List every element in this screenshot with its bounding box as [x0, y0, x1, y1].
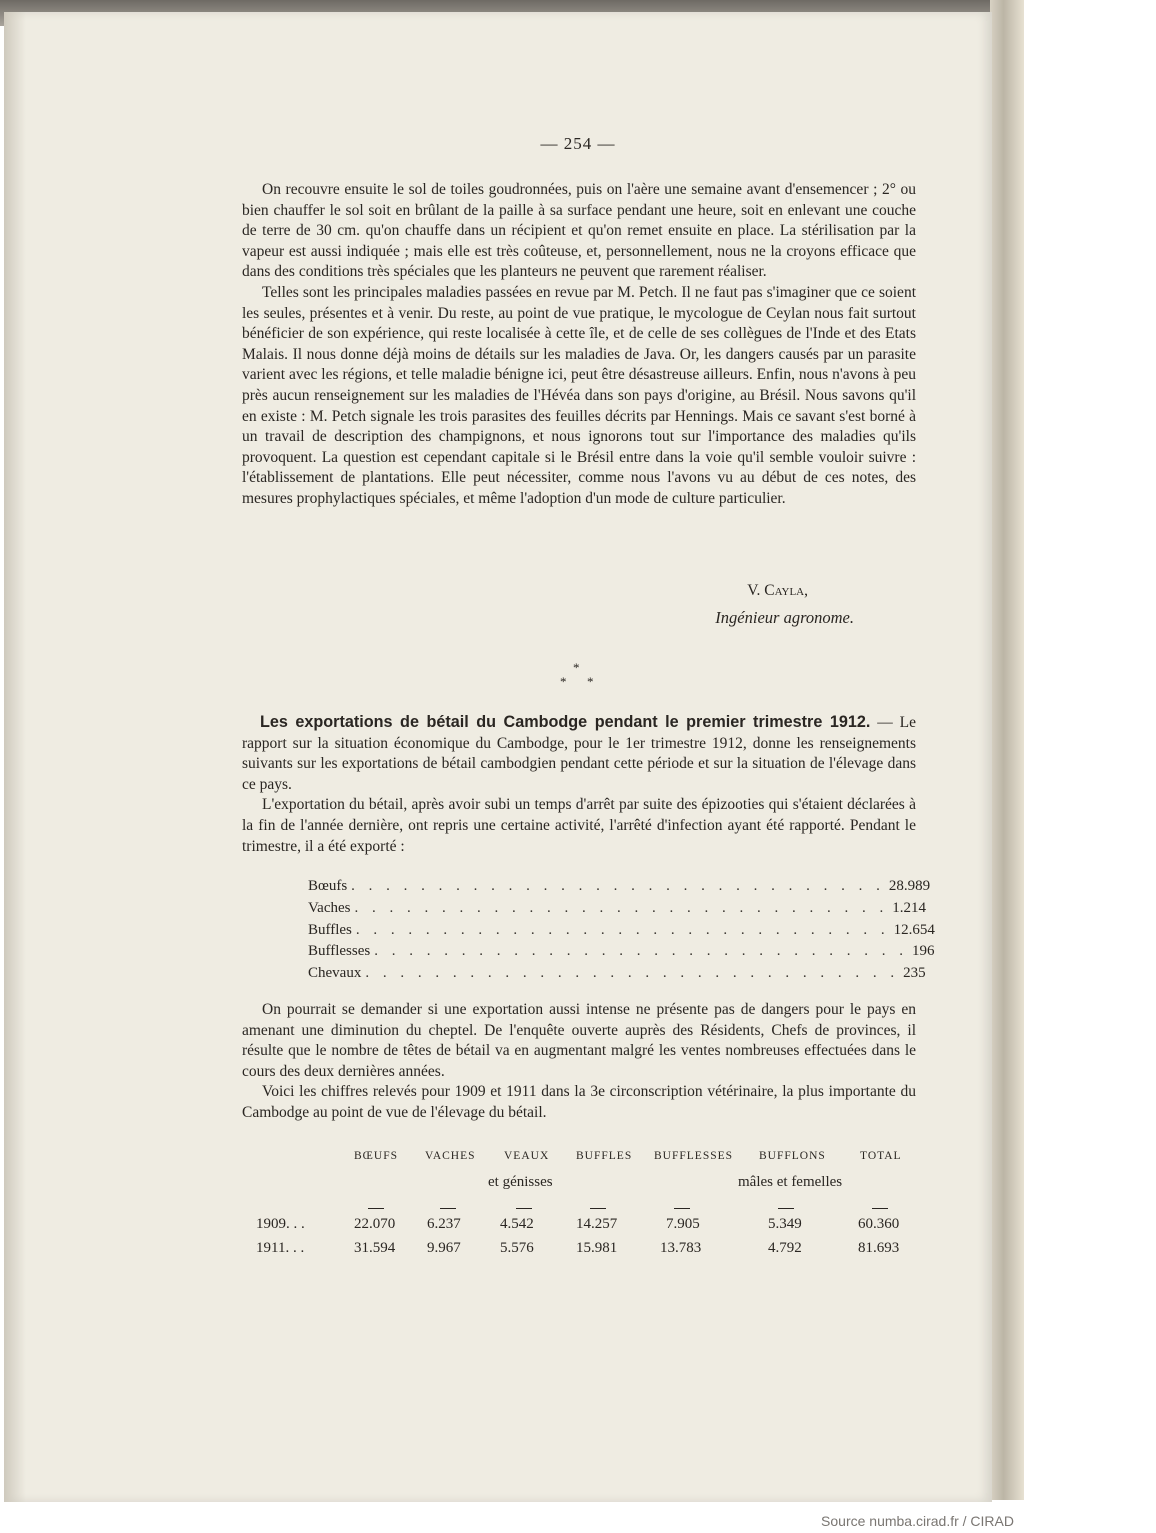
exports-row — [308, 943, 935, 965]
leader-dots: . . . . . . . . . . . . . . . . . . . . . . . . . . . . . . . — [374, 943, 908, 960]
census-col-header: VEAUX — [504, 1150, 550, 1162]
article-cheptel — [242, 1000, 916, 1124]
exports-row — [308, 899, 926, 922]
article-continuation — [242, 180, 916, 510]
paragraph-exportation: L'exportation du bétail, après avoir subi un temps d'arrêt par suite des épizooties qui s'étaient déclarées à la fin de l'année dernière, ont repris une certaine activité, l'arrêté d'infection ayant été rapporté. Pendant le trimestre, il a été exporté : — [242, 796, 916, 855]
census-sub-label: mâles et femelles — [738, 1174, 843, 1190]
exports-label: Chevaux — [308, 965, 362, 982]
census-col-header: TOTAL — [860, 1150, 902, 1162]
signature-title: Ingénieur agronome. — [715, 608, 854, 627]
page-number: — 254 — — [540, 134, 616, 153]
column-rule — [516, 1208, 532, 1209]
exports-list — [308, 878, 935, 987]
paragraph-petch-review: Telles sont les principales maladies passées en revue par M. Petch. Il ne faut pas s'imaginer que ce soient les seules, présentes et à venir. Du reste, au point de vue pratique, le mycologue de Ceylan nous fait surtout bénéficier de son expérience, qui reste localisée à cette île, et de celle de ses collègues de l'Inde et des Etats Malais. Il nous donne déjà moins de détails sur les maladies de Java. Or, les dangers causés par un parasite varient avec les régions, et telle maladie bénigne ici, peut être désastreuse ailleurs. Enfin, nous n'avons à peu près aucun renseignement sur les maladies de l'Hévéa dans son pays d'origine, au Brésil. Nous savons qu'il en existe : M. Petch signale les trois parasites des feuilles décrits par Hennings. Mais ce savant s'est borné à un travail de description des champignons, et nous ignorons tout sur l'importance des maladies qu'ils provoquent. La question est cependant capitale si le Brésil entre dans la voie qu'il semble vouloir suivre : l'établissement de plantations. Elle peut nécessiter, comme nous l'avons vu au début de ces notes, des mesures prophylactiques spéciales, et même l'adoption d'un mode de culture particulier. — [242, 283, 916, 507]
exports-value: 196 — [911, 943, 935, 960]
census-value: 9.967 — [427, 1240, 461, 1256]
exports-row — [308, 965, 926, 987]
signature-name: V. Cayla, — [747, 582, 808, 599]
exports-row — [308, 878, 931, 900]
paragraph-sterilisation: On recouvre ensuite le sol de toiles goudronnées, puis on l'aère une semaine avant d'ensemencer ; 2° ou bien chauffer le sol soit en brûlant de la paille à sa surface pendant une heure, soit en enlevant une couche de terre de 30 cm. qu'on chauffe dans un récipient et qu'on remet ensuite en place. La stérilisation par la vapeur est aussi indiquée ; mais elle est très coûteuse, et, personnellement, nous ne la croyons efficace que dans des conditions très spéciales que les planteurs ne peuvent que rarement réaliser. — [242, 181, 916, 281]
census-year: 1911. . . — [256, 1240, 305, 1256]
column-rule — [590, 1208, 606, 1209]
paragraph-chiffres: Voici les chiffres relevés pour 1909 et 1911 dans la 3e circonscription vétérinaire, la plus importante du Cambodge au point de vue de l'élevage du bétail. — [242, 1083, 916, 1121]
census-col-header: BUFFLESSES — [654, 1150, 734, 1162]
census-col-header: BŒUFS — [354, 1150, 398, 1162]
census-col-header: BUFFLES — [576, 1150, 633, 1162]
article-heading: Les exportations de bétail du Cambodge pendant le premier trimestre 1912. — [260, 713, 871, 731]
asterism-star: * — [573, 660, 580, 675]
article-intro: — Le rapport sur la situation économique du Cambodge, pour le 1er trimestre 1912, donne les renseignements suivants sur les exportations de bétail cambodgien pendant cette période et sur la situation de l'élevage dans ce pays. — [242, 714, 916, 793]
exports-row — [308, 921, 935, 944]
census-col-header: VACHES — [425, 1150, 476, 1162]
exports-label: Buffles — [308, 921, 352, 938]
census-value: 14.257 — [576, 1216, 618, 1232]
census-value: 60.360 — [858, 1216, 900, 1232]
census-value: 7.905 — [666, 1216, 700, 1232]
census-table — [250, 1150, 920, 1264]
asterism — [560, 660, 602, 690]
column-rule — [440, 1208, 456, 1209]
book-edge-right — [990, 0, 1024, 1500]
column-rule — [872, 1208, 888, 1209]
census-value: 13.783 — [660, 1240, 702, 1256]
exports-value: 235 — [903, 965, 926, 982]
census-value: 15.981 — [576, 1240, 618, 1256]
column-rule — [778, 1208, 794, 1209]
census-value: 5.349 — [768, 1216, 802, 1232]
exports-label: Vaches — [308, 899, 351, 916]
census-rule-row — [250, 1198, 920, 1216]
exports-label: Bœufs — [308, 878, 348, 894]
column-rule — [674, 1208, 690, 1209]
column-rule — [368, 1208, 384, 1209]
census-value: 4.792 — [768, 1240, 802, 1256]
exports-value: 1.214 — [892, 899, 926, 916]
leader-dots: . . . . . . . . . . . . . . . . . . . . . . . . . . . . . . . — [354, 899, 889, 916]
paragraph-cheptel: On pourrait se demander si une exportation aussi intense ne présente pas de dangers pour le pays en amenant une diminution du cheptel. De l'enquête ouverte auprès des Résidents, Chefs de provinces, il résulte que le nombre de têtes de bétail va en augmentant malgré les ventes nombreuses effectuées dans le cours des deux dernières années. — [242, 1001, 916, 1080]
leader-dots: . . . . . . . . . . . . . . . . . . . . . . . . . . . . . . . — [355, 921, 890, 938]
asterism-star: * — [587, 674, 594, 689]
leader-dots: . . . . . . . . . . . . . . . . . . . . . . . . . . . . . . . — [365, 965, 900, 982]
gutter-shadow — [4, 12, 26, 1502]
census-col-header: BUFFLONS — [759, 1150, 826, 1162]
census-sub-label: et génisses — [488, 1174, 553, 1190]
asterism-star: * — [560, 674, 567, 689]
census-row-1911 — [250, 1240, 920, 1264]
census-value: 5.576 — [500, 1240, 534, 1256]
exports-value: 12.654 — [893, 921, 935, 938]
census-year: 1909. . . — [256, 1216, 305, 1232]
exports-value: 28.989 — [888, 878, 931, 894]
census-value: 6.237 — [427, 1216, 461, 1232]
leader-dots: . . . . . . . . . . . . . . . . . . . . . . . . . . . . . . . — [351, 878, 885, 894]
article-lead — [242, 712, 916, 795]
census-row-1909 — [250, 1216, 920, 1240]
census-subheader-row — [250, 1174, 920, 1198]
article-cambodge — [242, 712, 916, 857]
census-value: 22.070 — [354, 1216, 396, 1232]
census-header-row — [250, 1150, 920, 1174]
source-credit: Source numba.cirad.fr / CIRAD — [821, 1513, 1014, 1529]
census-value: 31.594 — [354, 1240, 396, 1256]
census-value: 4.542 — [500, 1216, 534, 1232]
exports-label: Bufflesses — [308, 943, 371, 960]
census-value: 81.693 — [858, 1240, 900, 1256]
